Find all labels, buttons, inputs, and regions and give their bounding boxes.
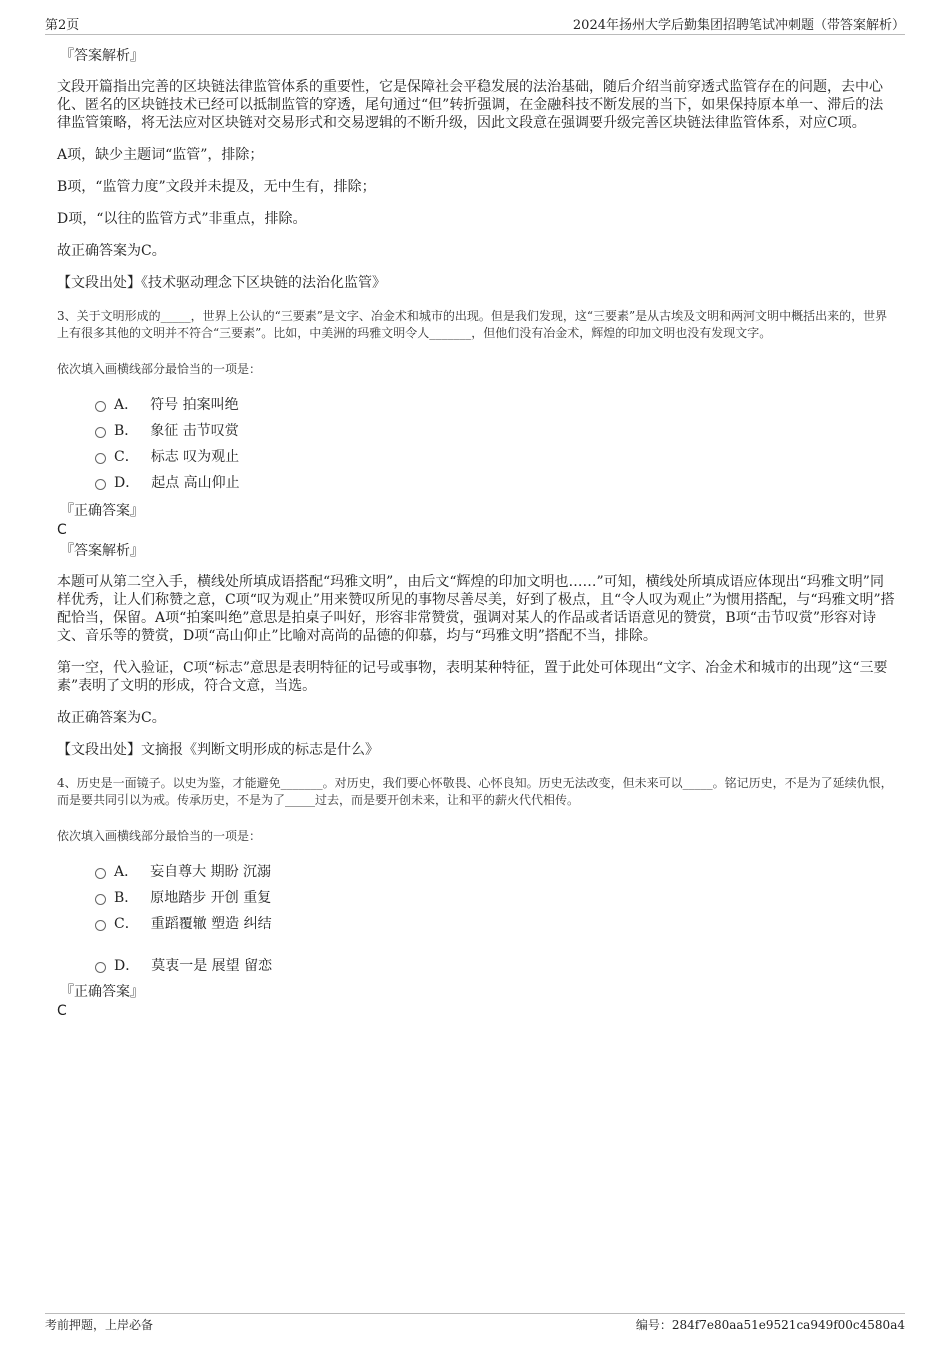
- option-key: A．: [114, 397, 139, 413]
- option-text: 重蹈覆辙 塑造 纠结: [150, 916, 272, 932]
- correct-answer-label: 『正确答案』: [60, 503, 144, 519]
- option-key: A．: [114, 864, 139, 880]
- radio-button[interactable]: [95, 401, 106, 412]
- analysis-label: 『答案解析』: [60, 543, 144, 559]
- radio-button[interactable]: [95, 894, 106, 905]
- question-3-prompt: 依次填入画横线部分最恰当的一项是：: [57, 362, 262, 376]
- option-key: C．: [114, 916, 139, 932]
- source-citation: 【文段出处】《技术驱动理念下区块链的法治化监管》: [57, 275, 386, 291]
- analysis-option-a: A项，缺少主题词“监管”，排除；: [57, 147, 264, 163]
- q3-option-d[interactable]: [95, 469, 895, 495]
- option-key: D．: [114, 475, 140, 491]
- question-4-text: 4、历史是一面镜子。以史为鉴，才能避免_______。对历史，我们要心怀敬畏、心怀良知。历史无法改变，但未来可以_____。铭记历史，不是为了延续仇恨，而是要共同引以为戒。传承历史，不是为了_____过去，而是要开创未来，让和平的薪火代代相传。: [57, 776, 893, 807]
- source-citation: 【文段出处】文摘报《判断文明形成的标志是什么》: [57, 742, 379, 758]
- conclusion: 故正确答案为C。: [57, 710, 166, 726]
- page-number: 第2页: [45, 18, 80, 33]
- document-title: 2024年扬州大学后勤集团招聘笔试冲刺题（带答案解析）: [572, 18, 905, 33]
- page-footer: [45, 1313, 905, 1332]
- q4-option-a[interactable]: [95, 858, 895, 884]
- question-4-prompt: 依次填入画横线部分最恰当的一项是：: [57, 829, 262, 843]
- radio-button[interactable]: [95, 920, 106, 931]
- radio-button[interactable]: [95, 453, 106, 464]
- correct-answer-label: 『正确答案』: [60, 984, 144, 1000]
- option-text: 标志 叹为观止: [150, 449, 240, 465]
- option-key: B．: [114, 890, 139, 906]
- option-key: B．: [114, 423, 139, 439]
- document-id: 编号：284f7e80aa51e9521ca949f00c4580a4: [635, 1318, 905, 1332]
- option-text: 莫衷一是 展望 留恋: [151, 958, 273, 974]
- q3-option-a[interactable]: [95, 391, 895, 417]
- q3-option-b[interactable]: [95, 417, 895, 443]
- page-header: [45, 12, 905, 35]
- analysis-option-d: D项，“以往的监管方式”非重点，排除。: [57, 211, 307, 227]
- page-content: [57, 40, 895, 1020]
- q3-option-c[interactable]: [95, 443, 895, 469]
- conclusion: 故正确答案为C。: [57, 243, 166, 259]
- option-text: 原地踏步 开创 重复: [150, 890, 272, 906]
- radio-button[interactable]: [95, 427, 106, 438]
- option-text: 象征 击节叹赏: [150, 423, 239, 439]
- radio-button[interactable]: [95, 479, 106, 490]
- option-key: D．: [114, 958, 140, 974]
- option-text: 符号 拍案叫绝: [150, 397, 239, 413]
- analysis-paragraph: 本题可从第二空入手，横线处所填成语搭配“玛雅文明”，由后文“辉煌的印加文明也……”可知，横线处所填成语应体现出“玛雅文明”同样优秀，让人们称赞之意，C项“叹为观止”用来赞叹所见的事物尽善尽美，好到了极点，且“令人叹为观止”为惯用搭配，与“玛雅文明”搭配恰当，保留。A项“拍案叫绝”意思是拍桌子叫好，形容非常赞赏，强调对某人的作品或者话语意见的赞赏，B项“击节叹赏”形容对诗文、音乐等的赞赏，D项“高山仰止”比喻对高尚的品德的仰慕，均与“玛雅文明”搭配不当，排除。: [57, 574, 895, 644]
- analysis-option-b: B项，“监管力度”文段并未提及，无中生有，排除；: [57, 179, 376, 195]
- q4-option-d[interactable]: [95, 952, 895, 978]
- radio-button[interactable]: [95, 962, 106, 973]
- footer-slogan: 考前押题，上岸必备: [45, 1318, 154, 1332]
- correct-answer: C: [57, 1003, 67, 1019]
- q4-option-b[interactable]: [95, 884, 895, 910]
- question-3-text: 3、关于文明形成的_____，世界上公认的“三要素”是文字、冶金术和城市的出现。但是我们发现，这“三要素”是从古埃及文明和两河文明中概括出来的，世界上有很多其他的文明并不符合“三要素”。比如，中美洲的玛雅文明令人_______，但他们没有冶金术，辉煌的印加文明也没有发现文字。: [57, 309, 888, 340]
- radio-button[interactable]: [95, 868, 106, 879]
- analysis-label: 『答案解析』: [60, 48, 144, 64]
- correct-answer: C: [57, 522, 67, 538]
- option-text: 妄自尊大 期盼 沉溺: [150, 864, 272, 880]
- analysis-paragraph: 文段开篇指出完善的区块链法律监管体系的重要性，它是保障社会平稳发展的法治基础，随后介绍当前穿透式监管存在的问题，去中心化、匿名的区块链技术已经可以抵制监管的穿透，尾句通过“但”转折强调，在金融科技不断发展的当下，如果保持原本单一、滞后的法律监管策略，将无法应对区块链对交易形式和交易逻辑的不断升级，因此文段意在强调要升级完善区块链法律监管体系，对应C项。: [57, 79, 884, 131]
- option-text: 起点 高山仰止: [151, 475, 240, 491]
- q4-option-c[interactable]: [95, 910, 895, 936]
- option-key: C．: [114, 449, 139, 465]
- analysis-paragraph: 第一空，代入验证，C项“标志”意思是表明特征的记号或事物，表明某种特征，置于此处可体现出“文字、冶金术和城市的出现”这“三要素”表明了文明的形成，符合文意，当选。: [57, 660, 888, 694]
